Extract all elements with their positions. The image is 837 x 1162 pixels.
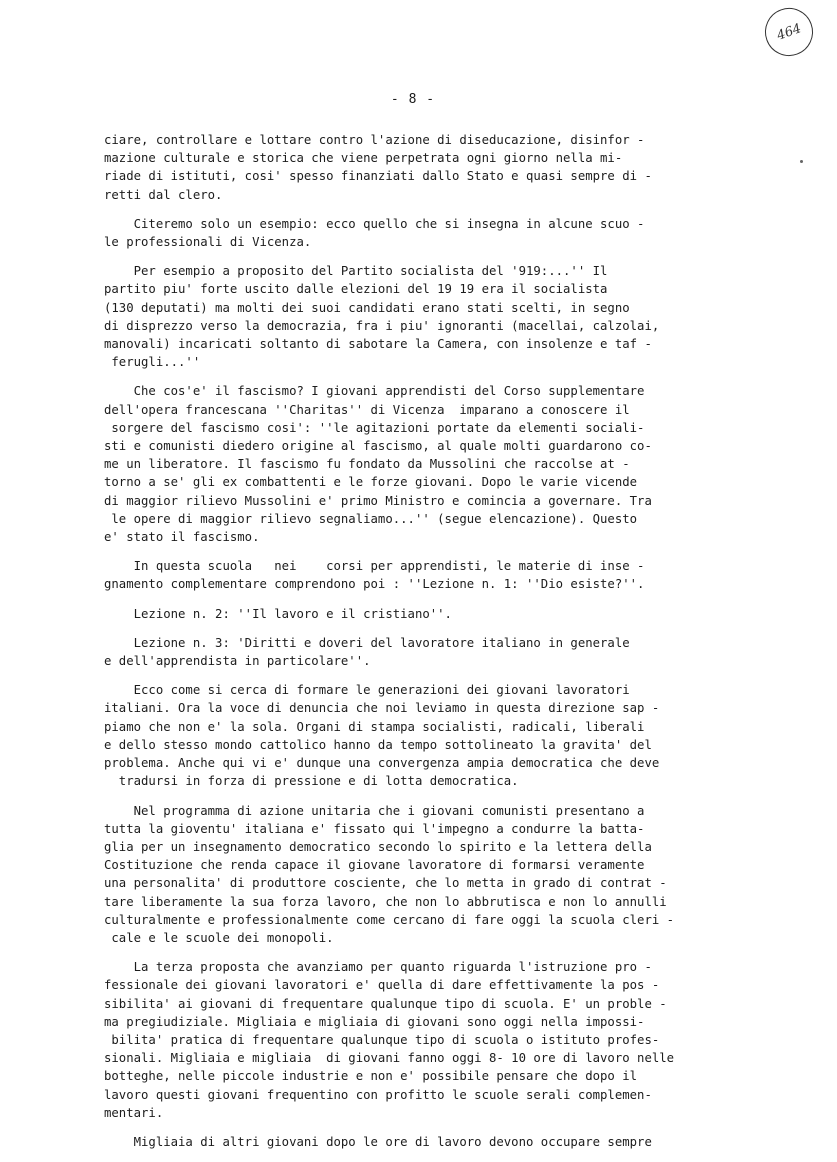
- paragraph: [104, 215, 744, 251]
- page-number: - 8 -: [390, 92, 436, 107]
- text-line: lavoro questi giovani frequentino con profitto le scuole serali complemen-: [104, 1087, 652, 1102]
- text-line: Migliaia di altri giovani dopo le ore di lavoro devono occupare sempre: [104, 1134, 652, 1149]
- text-line: sti e comunisti diedero origine al fascismo, al quale molti guardarono co-: [104, 439, 652, 454]
- text-line: sionali. Migliaia e migliaia di giovani fanno oggi 8- 10 ore di lavoro nelle: [104, 1051, 675, 1066]
- paragraph: [104, 382, 744, 546]
- text-line: Nel programma di azione unitaria che i giovani comunisti presentano a: [104, 803, 645, 818]
- text-line: dell'opera francescana ''Charitas'' di Vicenza imparano a conoscere il: [104, 402, 630, 417]
- text-line: (130 deputati) ma molti dei suoi candidati erano stati scelti, in segno: [104, 300, 630, 315]
- text-line: manovali) incaricati soltanto di sabotare la Camera, con insolenze e taf -: [104, 337, 652, 352]
- margin-mark: [800, 160, 803, 163]
- text-line: ferugli...'': [104, 355, 201, 370]
- text-line: me un liberatore. Il fascismo fu fondato da Mussolini che raccolse at -: [104, 457, 630, 472]
- text-line: Che cos'e' il fascismo? I giovani apprendisti del Corso supplementare: [104, 384, 645, 399]
- text-line: glia per un insegnamento democratico secondo lo spirito e la lettera della: [104, 839, 652, 854]
- text-line: mazione culturale e storica che viene perpetrata ogni giorno nella mi-: [104, 151, 623, 166]
- text-line: tutta la gioventu' italiana e' fissato qui l'impegno a condurre la batta-: [104, 821, 645, 836]
- text-line: riade di istituti, cosi' spesso finanziati dallo Stato e quasi sempre di -: [104, 169, 652, 184]
- text-line: bilita' pratica di frequentare qualunque tipo di scuola o istituto profes-: [104, 1032, 660, 1047]
- text-line: di maggior rilievo Mussolini e' primo Ministro e comincia a governare. Tra: [104, 493, 652, 508]
- text-line: torno a se' gli ex combattenti e le forze giovani. Dopo le varie vicende: [104, 475, 638, 490]
- text-line: e' stato il fascismo.: [104, 530, 260, 545]
- paragraph: [104, 802, 744, 948]
- paragraph: [104, 262, 744, 371]
- text-line: sorgere del fascismo cosi': ''le agitazioni portate da elementi sociali-: [104, 420, 645, 435]
- paragraph: [104, 605, 744, 623]
- text-line: le professionali di Vicenza.: [104, 235, 312, 250]
- text-line: retti dal clero.: [104, 187, 223, 202]
- text-line: Lezione n. 2: ''Il lavoro e il cristiano''.: [104, 606, 452, 621]
- text-line: sibilita' ai giovani di frequentare qualunque tipo di scuola. E' un proble -: [104, 996, 667, 1011]
- text-line: partito piu' forte uscito dalle elezioni del 19 19 era il socialista: [104, 282, 608, 297]
- text-line: tare liberamente la sua forza lavoro, che non lo abbrutisca e non lo annulli: [104, 894, 667, 909]
- text-line: tradursi in forza di pressione e di lotta democratica.: [104, 774, 519, 789]
- text-line: botteghe, nelle piccole industrie e non e' possibile pensare che dopo il: [104, 1069, 638, 1084]
- text-line: Lezione n. 3: 'Diritti e doveri del lavoratore italiano in generale: [104, 635, 630, 650]
- text-line: ma pregiudiziale. Migliaia e migliaia di giovani sono oggi nella impossi-: [104, 1014, 645, 1029]
- archive-number: 464: [774, 20, 804, 44]
- paragraph: [104, 634, 744, 670]
- text-line: cale e le scuole dei monopoli.: [104, 930, 334, 945]
- text-line: fessionale dei giovani lavoratori e' quella di dare effettivamente la pos -: [104, 978, 660, 993]
- text-line: Costituzione che renda capace il giovane lavoratore di formarsi veramente: [104, 858, 645, 873]
- text-line: Per esempio a proposito del Partito socialista del '919:...'' Il: [104, 264, 608, 279]
- text-line: gnamento complementare comprendono poi : ''Lezione n. 1: ''Dio esiste?''.: [104, 577, 645, 592]
- text-line: Ecco come si cerca di formare le generazioni dei giovani lavoratori: [104, 683, 630, 698]
- text-line: di disprezzo verso la democrazia, fra i piu' ignoranti (macellai, calzolai,: [104, 318, 660, 333]
- text-line: piamo che non e' la sola. Organi di stampa socialisti, radicali, liberali: [104, 719, 645, 734]
- text-line: le opere di maggior rilievo segnaliamo...'' (segue elencazione). Questo: [104, 511, 638, 526]
- paragraph: [104, 557, 744, 593]
- archive-number-stamp: [758, 1, 820, 63]
- paragraph: [104, 131, 744, 204]
- paragraph: [104, 958, 744, 1122]
- text-line: Citeremo solo un esempio: ecco quello che si insegna in alcune scuo -: [104, 216, 645, 231]
- text-line: mentari.: [104, 1105, 164, 1120]
- text-line: La terza proposta che avanziamo per quanto riguarda l'istruzione pro -: [104, 960, 652, 975]
- document-body: [104, 131, 744, 1162]
- text-line: problema. Anche qui vi e' dunque una convergenza ampia democratica che deve: [104, 756, 660, 771]
- text-line: In questa scuola nei corsi per apprendisti, le materie di inse -: [104, 559, 645, 574]
- text-line: ciare, controllare e lottare contro l'azione di diseducazione, disinfor -: [104, 133, 645, 147]
- text-line: italiani. Ora la voce di denuncia che noi leviamo in questa direzione sap -: [104, 701, 660, 716]
- text-line: una personalita' di produttore cosciente, che lo metta in grado di contrat -: [104, 876, 667, 891]
- text-line: e dello stesso mondo cattolico hanno da tempo sottolineato la gravita' del: [104, 737, 652, 752]
- paragraph: [104, 681, 744, 790]
- text-line: culturalmente e professionalmente come cercano di fare oggi la scuola cleri -: [104, 912, 675, 927]
- text-line: e dell'apprendista in particolare''.: [104, 654, 371, 669]
- paragraph: [104, 1133, 744, 1151]
